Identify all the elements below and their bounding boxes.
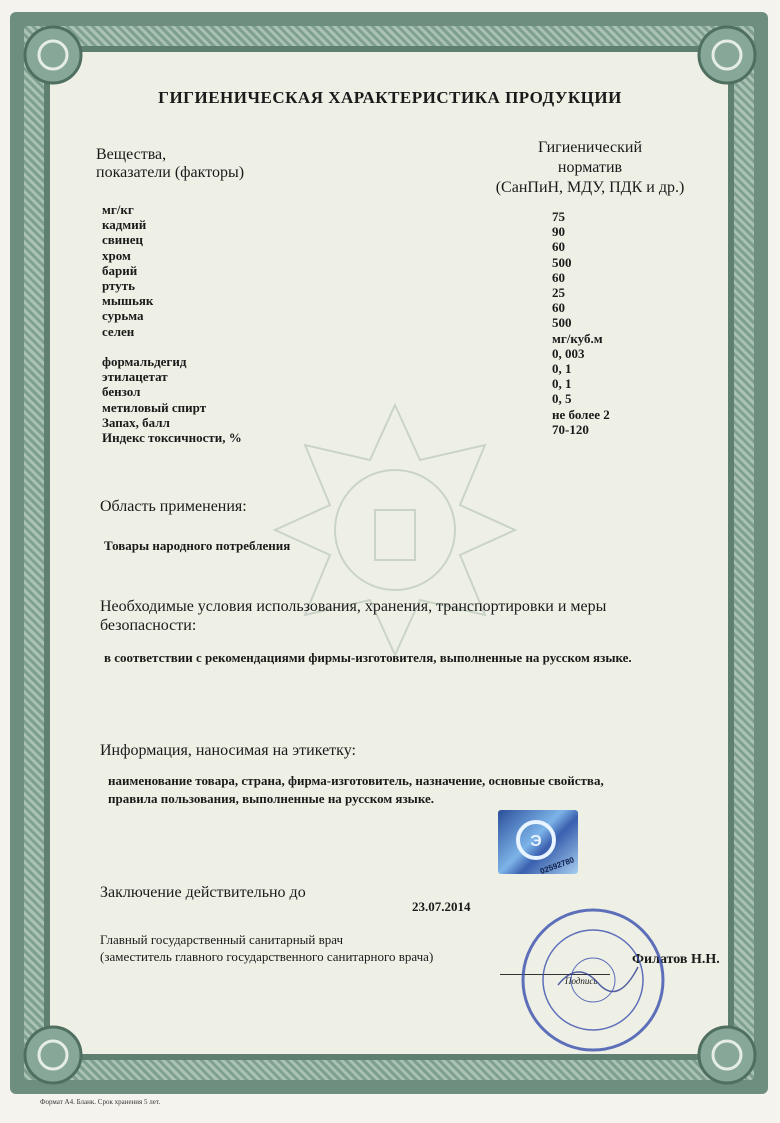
validity-date: 23.07.2014 — [412, 899, 471, 914]
norm-value: 0, 1 — [552, 361, 572, 377]
substances-header-line1: Вещества, — [96, 146, 167, 163]
substance-item: Индекс токсичности, % — [102, 430, 242, 446]
norm-value: 0, 1 — [552, 376, 572, 392]
norm-value: 500 — [552, 315, 572, 331]
norm-value: 70-120 — [552, 421, 589, 437]
area-value: Товары народного потребления — [104, 538, 291, 553]
label-info-value-line2: правила пользования, выполненные на русском языке. — [108, 791, 435, 806]
norm-value: 75 — [552, 209, 565, 224]
signatory-name: Филатов Н.Н. — [632, 952, 720, 967]
label-info-label: Информация, наносимая на этикетку: — [100, 742, 356, 759]
substances-list — [102, 202, 242, 445]
norm-value: 60 — [552, 239, 565, 255]
document-title: ГИГИЕНИЧЕСКАЯ ХАРАКТЕРИСТИКА ПРОДУКЦИИ — [158, 88, 622, 107]
corner-ornament-icon — [692, 1020, 762, 1090]
conditions-label-line1: Необходимые условия использования, хранения, транспортировки и меры — [100, 598, 607, 615]
substance-item: кадмий — [102, 217, 147, 233]
corner-ornament-icon — [18, 1020, 88, 1090]
hologram-sticker — [498, 810, 578, 874]
substance-item: хром — [102, 247, 131, 263]
substance-item: метиловый спирт — [102, 399, 207, 415]
unit-header: мг/кг — [102, 202, 134, 217]
norm-value: 90 — [552, 224, 565, 240]
label-info-value-line1: наименование товара, страна, фирма-изготовитель, назначение, основные свойства, — [108, 773, 604, 788]
substance-item: ртуть — [102, 278, 136, 294]
corner-ornament-icon — [692, 20, 762, 90]
norm-value: 0, 003 — [552, 345, 585, 361]
svg-text:Э: Э — [530, 833, 542, 850]
norm-value: 25 — [552, 285, 565, 301]
validity-label: Заключение действительно до — [100, 884, 306, 901]
norm-header-line3: (СанПиН, МДУ, ПДК и др.) — [495, 179, 685, 196]
norm-value: мг/куб.м — [552, 330, 603, 346]
substance-item — [102, 339, 242, 354]
norm-value: 60 — [552, 269, 565, 285]
norm-value: 0, 5 — [552, 391, 572, 407]
norm-header-line1: Гигиенический — [537, 139, 643, 156]
official-stamp-icon — [518, 905, 668, 1055]
norm-header — [460, 138, 720, 198]
substance-item: барий — [102, 262, 138, 278]
signatory-subtitle: (заместитель главного государственного санитарного врача) — [100, 949, 434, 964]
substance-item: этилацетат — [102, 369, 168, 385]
area-label: Область применения: — [100, 498, 247, 515]
signatory-title: Главный государственный санитарный врач — [100, 932, 344, 947]
conditions-value: в соответствии с рекомендациями фирмы-изготовителя, выполненные на русском языке. — [104, 650, 632, 665]
state-emblem-watermark-icon — [270, 400, 520, 660]
conditions-label-line2: безопасности: — [100, 617, 197, 634]
norm-header-line2: норматив — [557, 159, 623, 176]
substance-item: сурьма — [102, 308, 144, 324]
corner-ornament-icon — [18, 20, 88, 90]
signature-caption: Подпись — [565, 976, 598, 986]
substance-item: селен — [102, 323, 135, 339]
substances-header-line2: показатели (факторы) — [96, 164, 245, 181]
norm-value: 500 — [552, 254, 572, 270]
form-footer: Формат А4. Бланк. Срок хранения 5 лет. — [40, 1098, 161, 1106]
hologram-number: 02592780 — [538, 855, 576, 874]
substance-item: бензол — [102, 384, 141, 400]
norm-value: 60 — [552, 300, 565, 316]
substance-item: мышьяк — [102, 293, 154, 309]
substance-item: Запах, балл — [102, 414, 170, 430]
substance-item: формальдегид — [102, 354, 187, 370]
norm-value: не более 2 — [552, 406, 610, 422]
norm-values-list — [552, 209, 610, 437]
substance-item: свинец — [102, 232, 144, 248]
